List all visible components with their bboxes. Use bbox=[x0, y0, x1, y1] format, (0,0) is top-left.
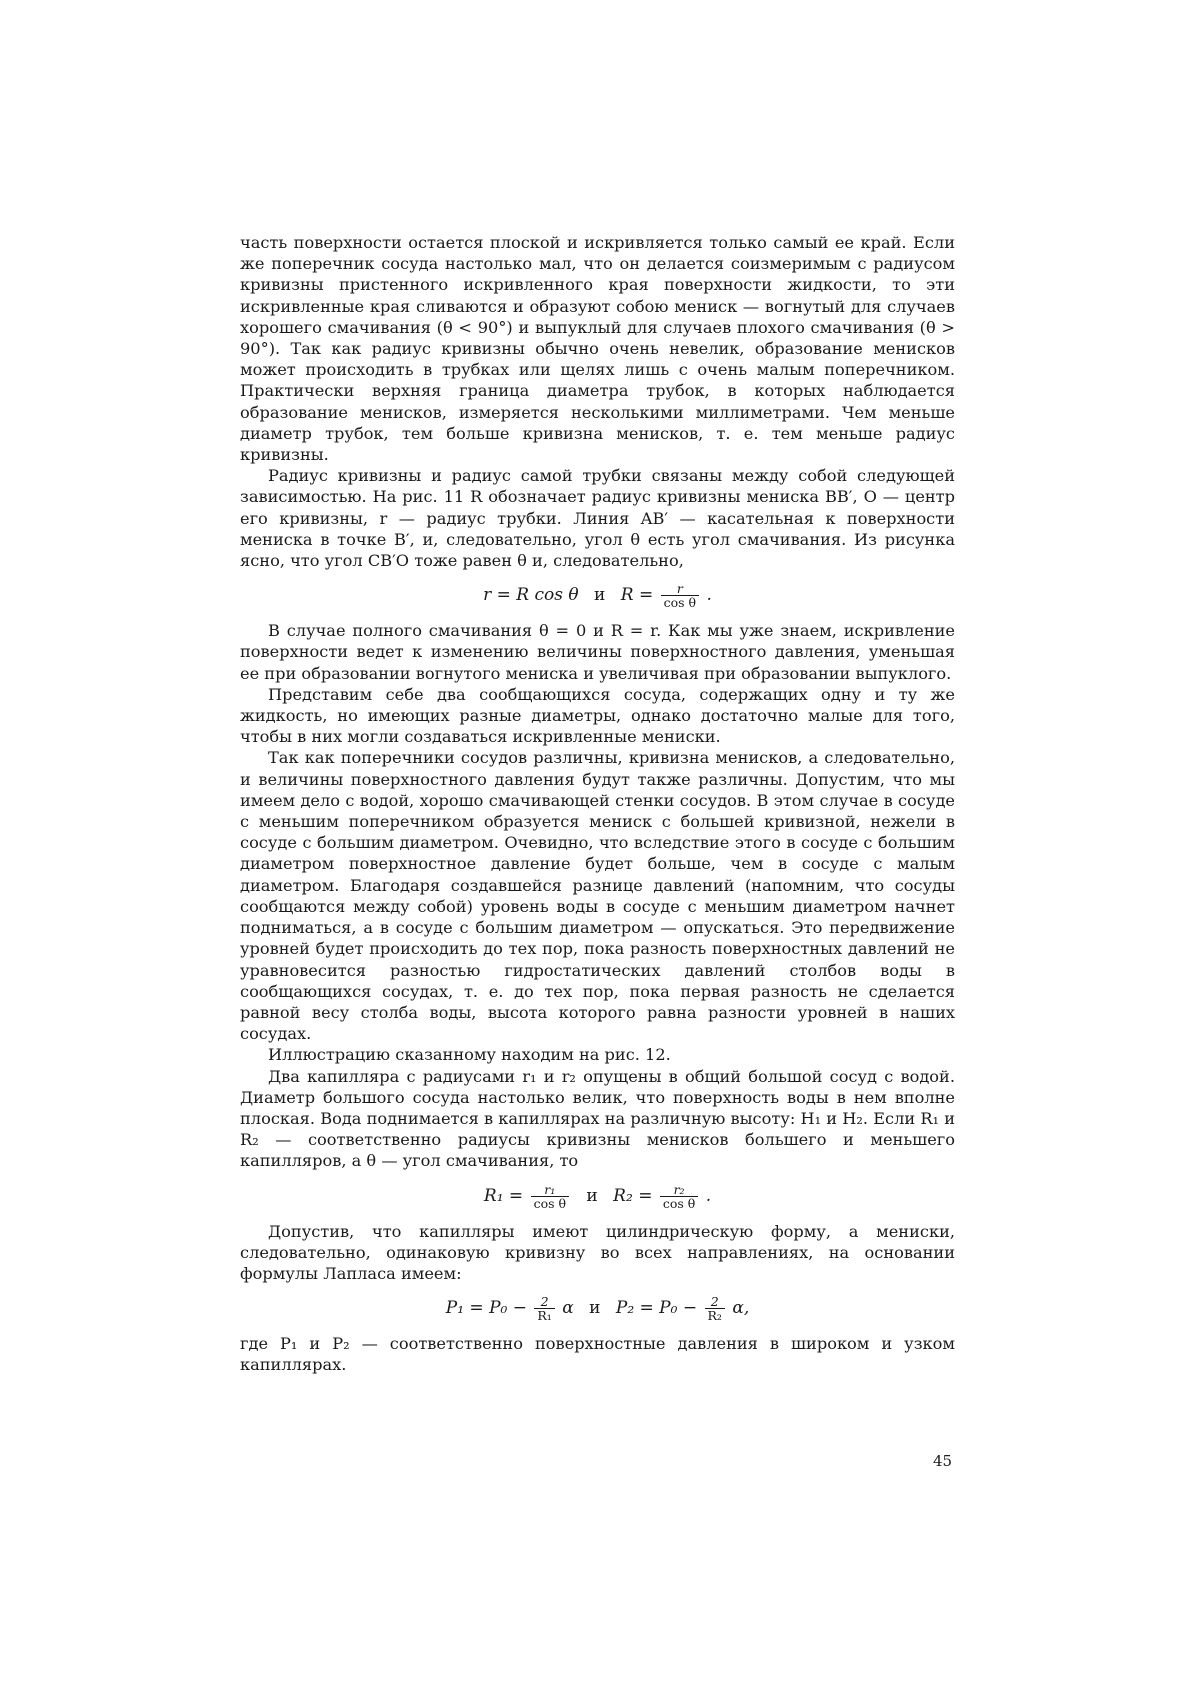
paragraph: Представим себе два сообщающихся сосуда, содержащих одну и ту же жидкость, но имеющих разные диаметры, однако достаточно малые для того, чтобы в них могли создаваться искривленные мениски. bbox=[240, 684, 955, 747]
fraction-numerator: r₁ bbox=[531, 1183, 569, 1197]
fraction-numerator: r bbox=[661, 582, 699, 596]
fraction-denominator: R₁ bbox=[537, 1308, 552, 1324]
fraction-numerator: 2 bbox=[534, 1295, 554, 1309]
formula-part: α, bbox=[732, 1298, 750, 1319]
fraction-denominator: cos θ bbox=[533, 1195, 567, 1211]
formula-part: R₁ = bbox=[483, 1185, 524, 1206]
formula-end: . bbox=[706, 585, 712, 606]
formula-part: P₁ = P₀ − bbox=[445, 1298, 527, 1319]
page-number: 45 bbox=[933, 1452, 953, 1470]
formula-part: r = R cos θ bbox=[483, 585, 579, 606]
fraction bbox=[534, 1295, 554, 1322]
formula-part: α bbox=[562, 1298, 574, 1319]
formula-laplace bbox=[240, 1293, 955, 1323]
text-column bbox=[240, 232, 955, 1376]
formula-part: R₂ = bbox=[613, 1185, 653, 1206]
paragraph: часть поверхности остается плоской и искривляется только самый ее край. Если же поперечник сосуда настолько мал, что он делается соизмеримым с радиусом кривизны пристенного искривленного края поверхности жидкости, то эти искривленные края сливаются и образуют собою мениск — вогнутый для случаев хорошего смачивания (θ < 90°) и выпуклый для случаев плохого смачивания (θ > 90°). Так как радиус кривизны обычно очень невелик, образование менисков может происходить в трубках или щелях лишь с очень малым поперечником. Практически верхняя граница диаметра трубок, в которых наблюдается образование менисков, измеряется несколькими миллиметрами. Чем меньше диаметр трубок, тем больше кривизна менисков, т. е. тем меньше радиус кривизны. bbox=[240, 233, 955, 465]
fraction-denominator: cos θ bbox=[662, 1195, 696, 1211]
fraction bbox=[660, 1183, 698, 1210]
paragraph: Допустив, что капилляры имеют цилиндрическую форму, а мениски, следовательно, одинаковую кривизну во всех направлениях, на основании формулы Лапласа имеем: bbox=[240, 1221, 955, 1283]
formula-r-cos bbox=[240, 580, 955, 610]
fraction-numerator: 2 bbox=[705, 1295, 725, 1309]
formula-conj: и bbox=[586, 1185, 598, 1206]
formula-conj: и bbox=[594, 585, 606, 606]
fraction bbox=[661, 582, 699, 609]
paragraph: Так как поперечники сосудов различны, кривизна менисков, а следовательно, и величины поверхностного давления будут также различны. Допустим, что мы имеем дело с водой, хорошо смачивающей стенки сосудов. В этом случае в сосуде с меньшим поперечником образуется мениск с большей кривизной, нежели в сосуде с большим диаметром. Очевидно, что вследствие этого в сосуде с большим диаметром поверхностное давление будет больше, чем в сосуде с малым диаметром. Благодаря создавшейся разнице давлений (напомним, что сосуды сообщаются между собой) уровень воды в сосуде с меньшим диаметром начнет подниматься, а в сосуде с большим диаметром — опускаться. Это передвижение уровней будет происходить до тех пор, пока разность поверхностных давлений не уравновесится разностью гидростатических давлений столбов воды в сообщающихся сосудах, т. е. до тех пор, пока первая разность не сделается равной весу столба воды, высота которого равна разности уровней в наших сосудах. bbox=[240, 748, 955, 1044]
formula-radii bbox=[240, 1181, 955, 1211]
fraction-numerator: r₂ bbox=[660, 1183, 698, 1197]
paragraph: где P₁ и P₂ — соответственно поверхностные давления в широком и узком капиллярах. bbox=[240, 1334, 955, 1375]
formula-end: . bbox=[705, 1185, 712, 1206]
fraction-denominator: cos θ bbox=[663, 595, 697, 611]
paragraph: В случае полного смачивания θ = 0 и R = r. Как мы уже знаем, искривление поверхности ведет к изменению величины поверхностного давления, уменьшая ее при образовании вогнутого мениска и увеличивая при образовании выпуклого. bbox=[240, 621, 955, 683]
paragraph: Радиус кривизны и радиус самой трубки связаны между собой следующей зависимостью. На рис. 11 R обозначает радиус кривизны мениска BB′, O — центр его кривизны, r — радиус трубки. Линия AB′ — касательная к поверхности мениска в точке B′, и, следовательно, угол θ есть угол смачивания. Из рисунка ясно, что угол CB′O тоже равен θ и, следовательно, bbox=[240, 466, 955, 571]
fraction-denominator: R₂ bbox=[707, 1308, 722, 1324]
fraction bbox=[531, 1183, 569, 1210]
formula-part: P₂ = P₀ − bbox=[615, 1298, 698, 1319]
paragraph: Два капилляра с радиусами r₁ и r₂ опущены в общий большой сосуд с водой. Диаметр большого сосуда настолько велик, что поверхность воды в нем вполне плоская. Вода поднимается в капиллярах на различную высоту: H₁ и H₂. Если R₁ и R₂ — соответственно радиусы кривизны менисков большего и меньшего капилляров, а θ — угол смачивания, то bbox=[240, 1066, 955, 1171]
fraction bbox=[705, 1295, 725, 1322]
formula-conj: и bbox=[589, 1298, 601, 1319]
paragraph: Иллюстрацию сказанному находим на рис. 12. bbox=[268, 1045, 671, 1065]
formula-part: R = bbox=[620, 585, 654, 606]
